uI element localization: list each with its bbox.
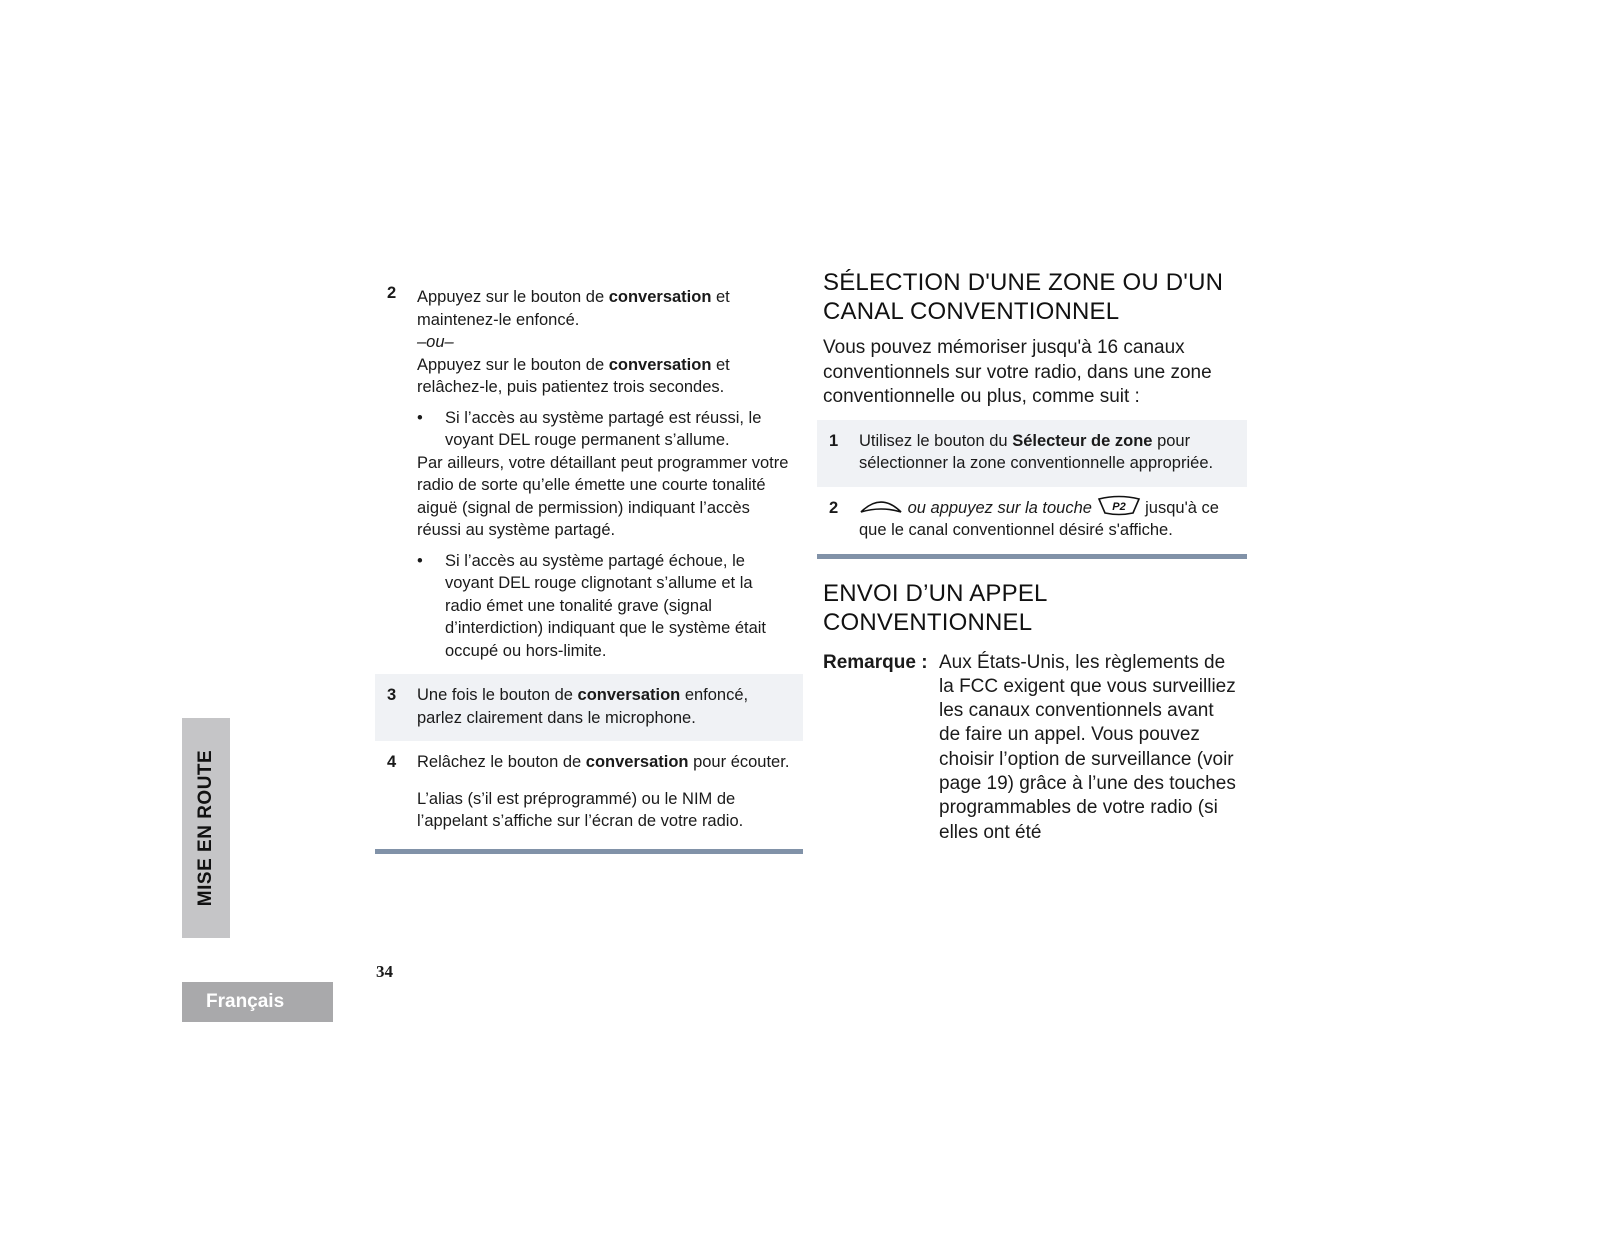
step-number: 2 xyxy=(829,498,839,517)
step-3: 3 Une fois le bouton de conversation enfoncé, parlez clairement dans le microphone. xyxy=(375,674,803,741)
step-2: 2 ou appuyez sur la touche P2 jusqu'à ce que le canal conventionnel désiré s'affiche. xyxy=(817,487,1247,554)
section-divider xyxy=(817,554,1247,559)
programmable-key-icon xyxy=(1097,495,1141,517)
step-number: 4 xyxy=(387,753,397,771)
remark-text: Aux États-Unis, les règlements de la FCC exigent que vous surveilliez les canaux conventionnels avant de faire un appel. Vous pouvez choisir l’option de surveillance (voir page 19) grâce à l’une des touches programmables de votre radio (si elles ont été xyxy=(939,651,1236,843)
step-4-note: L’alias (s’il est préprogrammé) ou le NIM de l’appelant s’affiche sur l’écran de votre radio. xyxy=(417,789,744,830)
step-number: 1 xyxy=(829,431,839,450)
bullet-icon: • xyxy=(417,408,423,427)
step-4: 4 Relâchez le bouton de conversation pour écouter. L’alias (s’il est préprogrammé) ou le NIM de l’appelant s’affiche sur l’écran de votre radio. xyxy=(375,741,803,849)
remark-note xyxy=(817,651,1247,845)
section-title: SÉLECTION D'UNE ZONE OU D'UN CANAL CONVENTIONNEL xyxy=(823,269,1224,325)
section-intro: Vous pouvez mémoriser jusqu'à 16 canaux conventionnels sur votre radio, dans une zone conventionnelle ou plus, comme suit : xyxy=(823,337,1212,407)
bullet-icon: • xyxy=(417,551,423,570)
step-number: 2 xyxy=(387,284,397,302)
step-2-instruction-a: Appuyez sur le bouton de conversation et maintenez-le enfoncé. xyxy=(417,288,730,329)
or-separator: –ou– xyxy=(417,333,454,351)
step-number: 3 xyxy=(387,686,397,704)
left-column xyxy=(375,282,803,854)
page-number: 34 xyxy=(376,962,393,981)
bullet-note: Par ailleurs, votre détaillant peut programmer votre radio de sorte qu’elle émette une courte tonalité aiguë (signal de permission) indiquant l’accès réussi au système partagé. xyxy=(417,453,789,539)
step-2 xyxy=(375,282,803,674)
language-tab: Français xyxy=(182,982,333,1022)
step-1: 1 Utilisez le bouton du Sélecteur de zone pour sélectionner la zone conventionnelle appropriée. xyxy=(817,420,1247,487)
section-side-tab-label: MISE EN ROUTE xyxy=(195,749,216,907)
bullet-item: • Si l’accès au système partagé échoue, le voyant DEL rouge clignotant s’allume et la radio émet une tonalité grave (signal d’interdiction) indiquant que le système était occupé ou hors-limite. xyxy=(417,551,767,660)
channel-rocker-icon xyxy=(859,496,903,516)
right-column xyxy=(817,268,1247,845)
bullet-item: • Si l’accès au système partagé est réussi, le voyant DEL rouge permanent s’allume. xyxy=(417,408,762,449)
step-2-instruction-b: Appuyez sur le bouton de conversation et relâchez-le, puis patientez trois secondes. xyxy=(417,355,730,396)
section-divider xyxy=(375,849,803,854)
section-title: ENVOI D’UN APPEL CONVENTIONNEL xyxy=(823,579,1047,636)
key-label: P2 xyxy=(1111,501,1126,514)
section-side-tab xyxy=(182,718,230,938)
remark-label: Remarque : xyxy=(823,651,928,673)
